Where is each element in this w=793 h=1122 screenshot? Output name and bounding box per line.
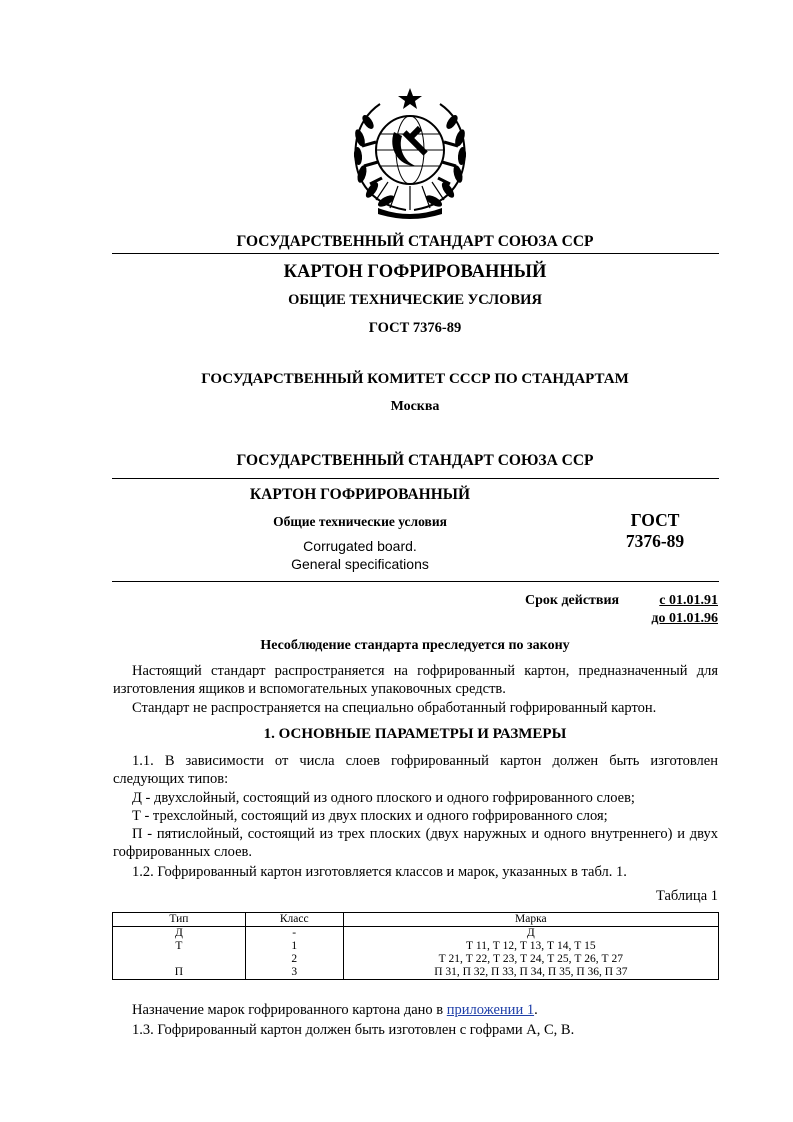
type-p-description: П - пятислойный, состоящий из трех плоских (двух наружных и одного внутреннего) и двух гофрированных слоев. (113, 826, 718, 860)
table-header-row (113, 913, 719, 927)
section-1-heading: 1. ОСНОВНЫЕ ПАРАМЕТРЫ И РАЗМЕРЫ (263, 726, 567, 742)
state-emblem-icon (348, 86, 472, 220)
title-block-english-1: Corrugated board. (303, 538, 417, 554)
table-caption: Таблица 1 (655, 888, 718, 904)
title-block-top-rule (112, 478, 719, 479)
table-cell: Т (113, 940, 246, 953)
header-subtitle: ОБЩИЕ ТЕХНИЧЕСКИЕ УСЛОВИЯ (288, 292, 542, 308)
table-cell: Т 11, Т 12, Т 13, Т 14, Т 15 (343, 940, 718, 953)
header-title: КАРТОН ГОФРИРОВАННЫЙ (283, 262, 547, 282)
table-cell: П 31, П 32, П 33, П 34, П 35, П 36, П 37 (343, 966, 718, 980)
title-block-bottom-rule (112, 581, 719, 582)
header-rule (112, 253, 719, 254)
validity-label: Срок действия (525, 593, 620, 608)
legal-warning: Несоблюдение стандарта преследуется по закону (260, 638, 570, 653)
table-header-type: Тип (113, 913, 246, 927)
table-header-class: Класс (245, 913, 343, 927)
table-header-brand: Марка (343, 913, 718, 927)
title-block-gost-label: ГОСТ (630, 510, 680, 530)
table-cell: Д (343, 927, 718, 941)
table-cell: - (245, 927, 343, 941)
appendix-text: Назначение марок гофрированного картона дано в (132, 1002, 447, 1018)
clause-1-1: 1.1. В зависимости от числа слоев гофрированный картон должен быть изготовлен следующих типов: (113, 753, 718, 787)
header-standard-union: ГОСУДАРСТВЕННЫЙ СТАНДАРТ СОЮЗА ССР (236, 233, 594, 250)
table-cell: П (113, 966, 246, 980)
appendix-end: . (534, 1002, 538, 1018)
title-block-subtitle: Общие технические условия (273, 514, 447, 529)
title-block (160, 486, 560, 576)
table-cell: 2 (245, 953, 343, 966)
table-cell: 3 (245, 966, 343, 980)
clause-1-2: 1.2. Гофрированный картон изготовляется классов и марок, указанных в табл. 1. (132, 864, 627, 880)
table-cell: Д (113, 927, 246, 941)
title-block-english-2: General specifications (291, 556, 429, 572)
title-block-gost (600, 510, 710, 552)
header-committee: ГОСУДАРСТВЕННЫЙ КОМИТЕТ СССР ПО СТАНДАРТАМ (201, 371, 629, 387)
appendix-paragraph (113, 1002, 718, 1020)
header-city: Москва (390, 399, 440, 414)
type-d-description: Д - двухслойный, состоящий из одного плоского и одного гофрированного слоев; (132, 790, 635, 806)
type-t-description: Т - трехслойный, состоящий из двух плоских и одного гофрированного слоя; (132, 808, 608, 824)
table-row (113, 966, 719, 980)
title-block-title: КАРТОН ГОФРИРОВАННЫЙ (249, 486, 471, 503)
intro-paragraph-1: Настоящий стандарт распространяется на гофрированный картон, предназначенный для изготовления ящиков и вспомогательных упаковочных средств. (113, 663, 718, 697)
appendix-1-link[interactable]: приложении 1 (446, 1002, 535, 1018)
table-cell (113, 953, 246, 966)
table-row (113, 953, 719, 966)
clause-1-3: 1.3. Гофрированный картон должен быть изготовлен с гофрами А, С, В. (132, 1022, 575, 1038)
table-row (113, 927, 719, 941)
title-block-standard-union: ГОСУДАРСТВЕННЫЙ СТАНДАРТ СОЮЗА ССР (236, 452, 594, 469)
header-gost: ГОСТ 7376-89 (368, 320, 462, 336)
title-block-gost-number: 7376-89 (625, 531, 685, 551)
validity-from: с 01.01.91 (659, 593, 718, 608)
table-cell: Т 21, Т 22, Т 23, Т 24, Т 25, Т 26, Т 27 (343, 953, 718, 966)
brands-table (112, 912, 719, 980)
table-row (113, 940, 719, 953)
table-cell: 1 (245, 940, 343, 953)
validity-to: до 01.01.96 (651, 611, 718, 626)
intro-paragraph-2: Стандарт не распространяется на специально обработанный гофрированный картон. (132, 700, 657, 716)
